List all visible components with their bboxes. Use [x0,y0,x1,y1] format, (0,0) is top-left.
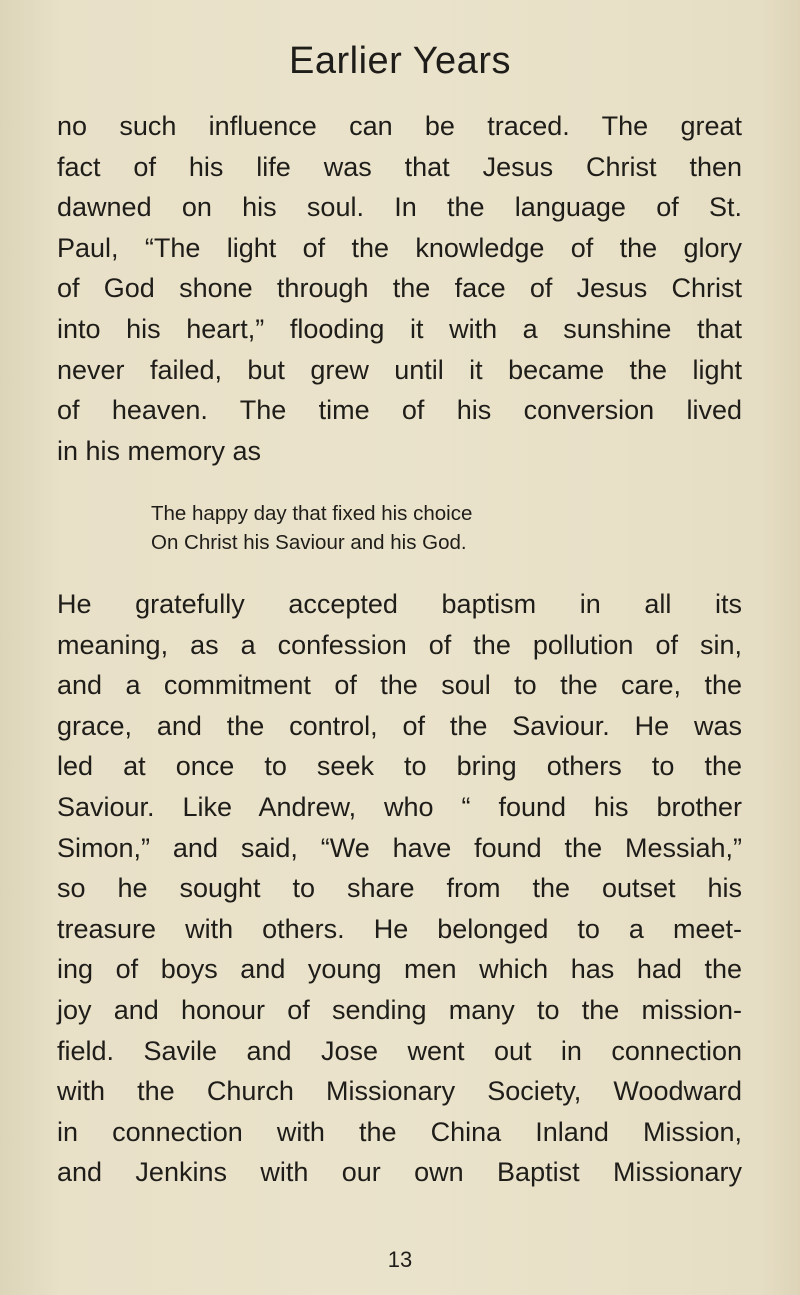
page-number: 13 [387,1247,413,1272]
text-line: of heaven. The time of his conversion lived [57,395,742,426]
text-line: field. Savile and Jose went out in connection [57,1035,742,1066]
text-line: treasure with others. He belonged to a meet- [57,913,742,944]
text-line: and Jenkins with our own Baptist Missionary [57,1157,742,1188]
text-line: in his memory as [57,435,262,466]
text-line: of God shone through the face of Jesus Christ [57,273,742,304]
text-line: so he sought to share from the outset his [57,873,742,904]
running-head: Earlier Years [289,40,511,82]
text-line: no such influence can be traced. The great [57,111,742,141]
paragraph-2 [57,584,742,1193]
text-line: and a commitment of the soul to the care, the [57,670,742,701]
text-line: fact of his life was that Jesus Christ then [57,151,742,182]
text-line: meaning, as a confession of the pollution of sin, [57,629,742,660]
text-line: dawned on his soul. In the language of St. [57,192,742,223]
text-line: He gratefully accepted baptism in all its [57,589,742,619]
text-line: ing of boys and young men which has had the [57,954,742,985]
text-line: led at once to seek to bring others to the [57,751,742,782]
text-line: grace, and the control, of the Saviour. He was [57,710,742,741]
text-line: Saviour. Like Andrew, who “ found his brother [57,791,742,822]
text-line: into his heart,” flooding it with a sunshine that [57,313,742,344]
text-line: in connection with the China Inland Mission, [57,1116,742,1147]
text-line: Simon,” and said, “We have found the Messiah,” [57,832,742,863]
paragraph-1 [57,106,742,471]
text-line: joy and honour of sending many to the mission- [57,994,742,1025]
verse-line: On Christ his Saviour and his God. [151,531,467,554]
verse-line: The happy day that fixed his choice [151,502,473,525]
text-line: with the Church Missionary Society, Woodward [57,1076,742,1107]
text-line: Paul, “The light of the knowledge of the glory [57,232,742,263]
text-line: never failed, but grew until it became the light [57,354,742,385]
